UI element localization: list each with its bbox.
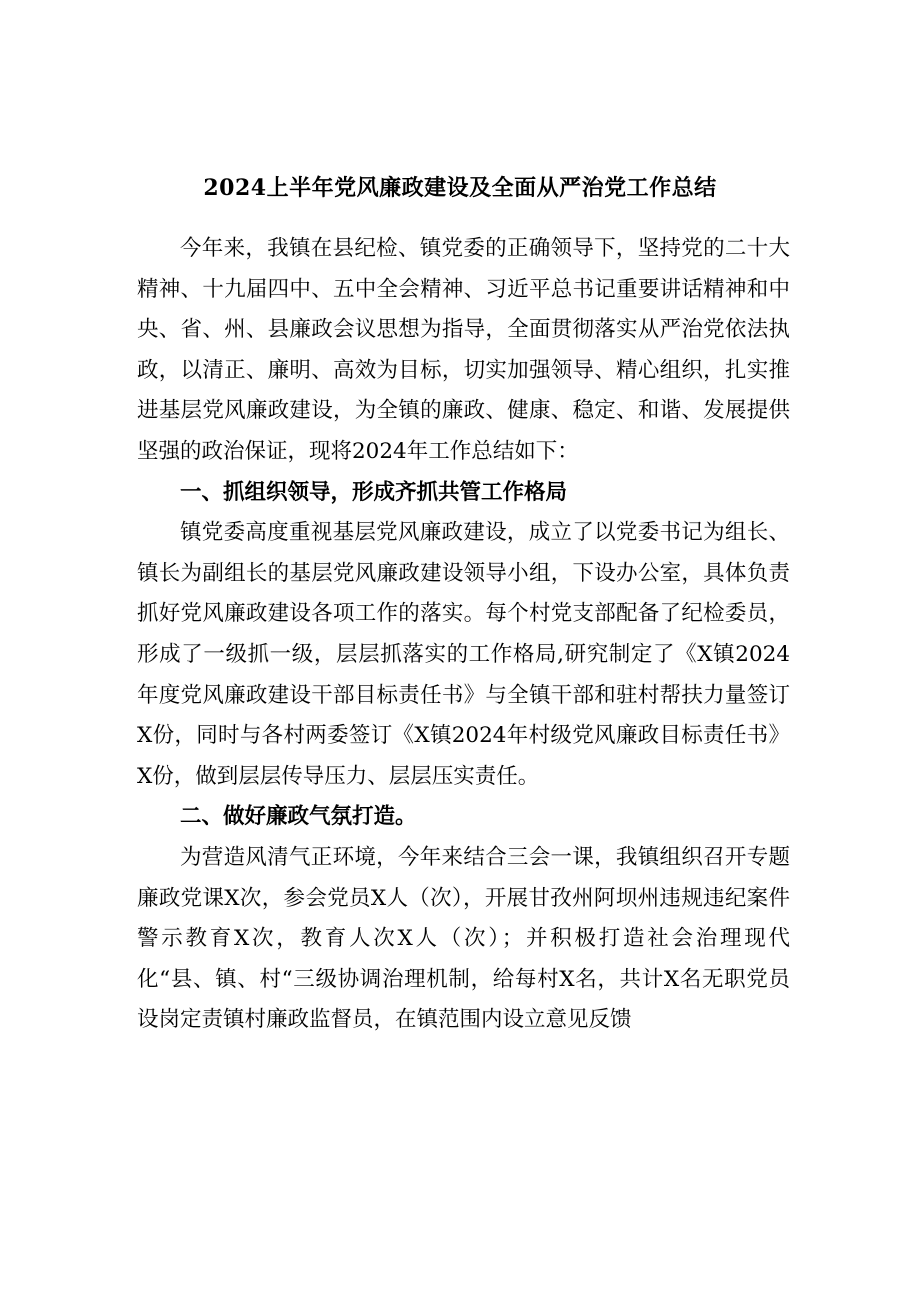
section-heading-2: 二、做好廉政气氛打造。	[180, 804, 417, 830]
intro-paragraph: 今年来，我镇在县纪检、镇党委的正确领导下，坚持党的二十大精神、十九届四中、五中全会精神、习近平总书记重要讲话精神和中央、省、州、县廉政会议思想为指导，全面贯彻落实从严治党依法执政，以清正、廉明、高效为目标，切实加强领导、精心组织，扎实推进基层党风廉政建设，为全镇的廉政、健康、稳定、和谐、发展提供坚强的政治保证，现将2024年工作总结如下：	[137, 236, 790, 464]
document-body	[137, 229, 790, 1041]
section-heading-1: 一、抓组织领导，形成齐抓共管工作格局	[180, 479, 568, 505]
document-title: 2024上半年党风廉政建设及全面从严治党工作总结	[203, 175, 717, 201]
section-paragraph-2: 为营造风清气正环境，今年来结合三会一课，我镇组织召开专题廉政党课X次，参会党员X人（次），开展甘孜州阿坝州违规违纪案件警示教育X次，教育人次X人（次）；并积极打造社会治理现代化“县、镇、村“三级协调治理机制，给每村X名，共计X名无职党员设岗定责镇村廉政监督员，在镇范围内设立意见反馈	[137, 844, 790, 1033]
section-paragraph-1: 镇党委高度重视基层党风廉政建设，成立了以党委书记为组长、镇长为副组长的基层党风廉政建设领导小组，下设办公室，具体负责抓好党风廉政建设各项工作的落实。每个村党支部配备了纪检委员，形成了一级抓一级，层层抓落实的工作格局,研究制定了《X镇2024年度党风廉政建设干部目标责任书》与全镇干部和驻村帮扶力量签订X份，同时与各村两委签订《X镇2024年村级党风廉政目标责任书》X份，做到层层传导压力、层层压实责任。	[137, 520, 790, 789]
